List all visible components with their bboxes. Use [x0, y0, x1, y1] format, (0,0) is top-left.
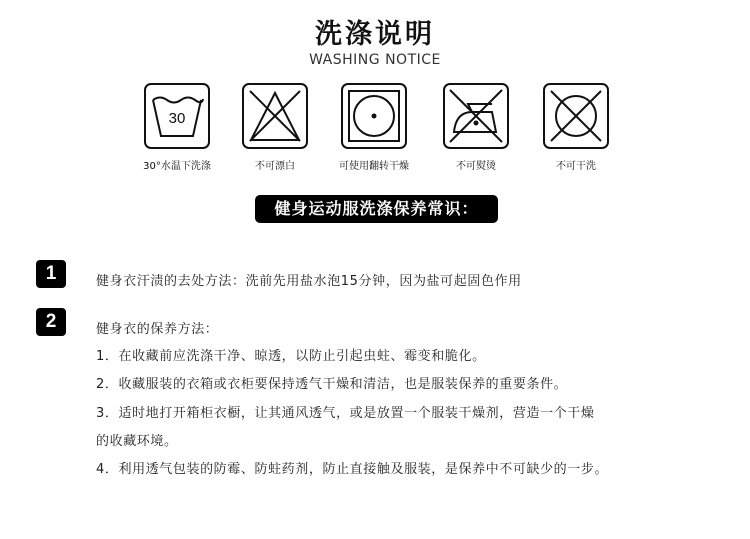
section-2-heading: 健身衣的保养方法：	[96, 322, 219, 337]
care-item-tumble	[319, 82, 429, 172]
no-bleach-icon	[241, 82, 309, 150]
section-number-badge: 1	[36, 260, 66, 288]
wash-temp-label: 30	[168, 110, 186, 127]
care-label: 可使用翻转干燥	[339, 161, 409, 172]
wash-30-icon	[143, 82, 211, 150]
page-title: 洗涤说明	[315, 19, 435, 50]
care-label: 不可熨烫	[456, 161, 496, 172]
list-item: 2．收藏服装的衣箱或衣柜要保持透气干燥和清洁，也是服装保养的重要条件。	[96, 377, 568, 392]
section-number-badge: 2	[36, 308, 66, 336]
care-tips-banner: 健身运动服洗涤保养常识：	[255, 195, 498, 223]
list-item: 的收藏环境。	[96, 434, 178, 449]
care-label: 不可干洗	[556, 161, 596, 172]
no-dry-clean-icon	[542, 82, 610, 150]
page-subtitle: WASHING NOTICE	[309, 52, 441, 68]
care-item-wash	[122, 82, 232, 172]
list-item: 1．在收藏前应洗涤干净、晾透，以防止引起虫蛀、霉变和脆化。	[96, 349, 486, 364]
care-item-iron	[421, 82, 531, 172]
care-label: 30°水温下洗涤	[143, 161, 211, 172]
list-item: 4．利用透气包装的防霉、防蛀药剂，防止直接触及服装，是保养中不可缺少的一步。	[96, 462, 609, 477]
care-item-bleach	[220, 82, 330, 172]
no-iron-icon	[442, 82, 510, 150]
list-item: 3．适时地打开箱柜衣橱，让其通风透气，或是放置一个服装干燥剂，营造一个干燥	[96, 406, 595, 421]
care-item-dryclean	[521, 82, 631, 172]
care-label: 不可漂白	[255, 161, 295, 172]
section-1-heading: 健身衣汗渍的去处方法：洗前先用盐水泡15分钟，因为盐可起固色作用	[96, 274, 522, 289]
tumble-dry-icon	[340, 82, 408, 150]
